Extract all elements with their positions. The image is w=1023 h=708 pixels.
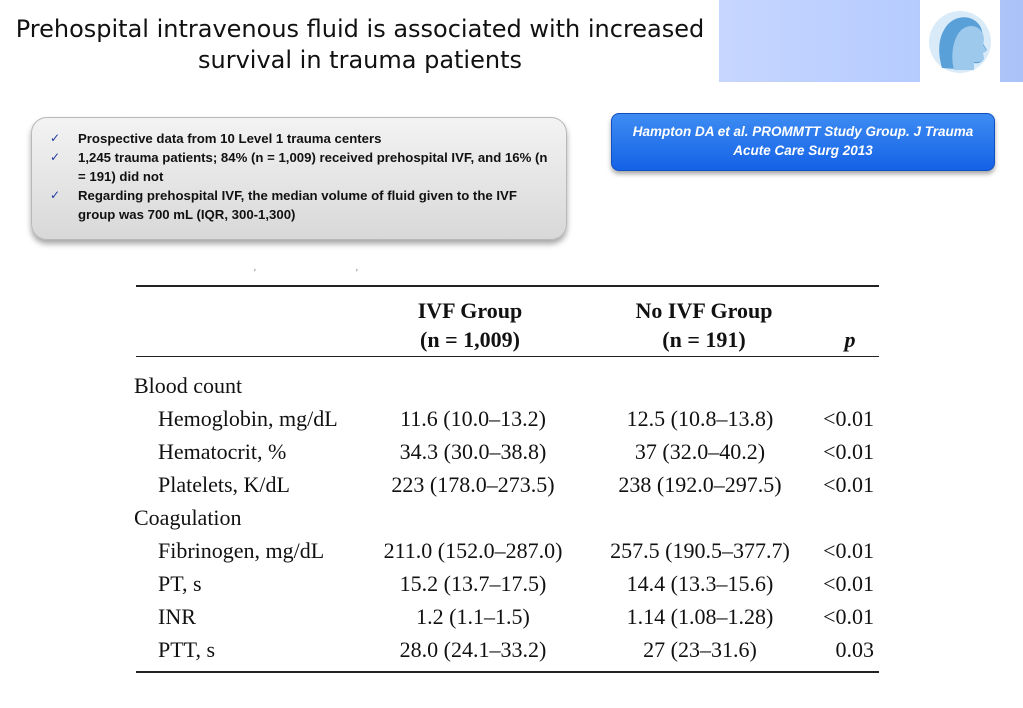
section-label: Blood count [134,373,243,398]
column-header-no-ivf-name: No IVF Group [635,298,773,323]
checkmark-icon: ✓ [50,150,61,164]
row-label: PTT, s [158,637,216,662]
citation-box [611,113,995,171]
cell-ivf: 1.2 (1.1–1.5) [416,604,530,629]
checkmark-icon: ✓ [50,131,61,145]
cell-p: <0.01 [823,538,874,563]
cell-ivf: 11.6 (10.0–13.2) [400,406,546,431]
row-label: INR [158,604,196,629]
bullet-item [48,148,552,186]
cell-no-ivf: 37 (32.0–40.2) [634,439,766,464]
cell-p: <0.01 [823,439,874,464]
row-label: Hematocrit, % [158,439,287,464]
table-section-row [134,369,880,402]
table-row [134,633,880,666]
row-label: Hemoglobin, mg/dL [158,406,338,431]
cell-ivf: 223 (178.0–273.5) [391,472,555,497]
results-table [134,268,880,678]
table-top-rule [136,285,879,287]
profile-head-icon [924,4,996,78]
bullet-text: Prospective data from 10 Level 1 trauma centers [78,131,382,146]
cell-p: 0.03 [835,637,874,662]
column-header-ivf [380,296,560,354]
cell-p: <0.01 [823,604,874,629]
citation-text: Hampton DA et al. PROMMTT Study Group. J Trauma Acute Care Surg 2013 [632,124,974,158]
table-header-rule [136,356,879,357]
bullet-item [48,129,552,148]
table-row [134,468,880,501]
summary-bullet-list [48,129,552,224]
cell-ivf: 28.0 (24.1–33.2) [399,637,547,662]
cell-no-ivf: 1.14 (1.08–1.28) [626,604,774,629]
table-row [134,567,880,600]
cell-ivf: 34.3 (30.0–38.8) [399,439,547,464]
table-row [134,534,880,567]
row-label: Fibrinogen, mg/dL [158,538,325,563]
table-row [134,435,880,468]
table-row [134,402,880,435]
cell-no-ivf: 257.5 (190.5–377.7) [610,538,790,563]
column-header-no-ivf [604,296,804,354]
cell-p: <0.01 [823,406,874,431]
logo [920,0,1000,82]
cell-ivf: 15.2 (13.7–17.5) [399,571,547,596]
cell-no-ivf: 12.5 (10.8–13.8) [626,406,774,431]
cell-p: <0.01 [823,472,874,497]
checkmark-icon: ✓ [50,188,61,202]
cell-p: <0.01 [823,571,874,596]
bullet-text: 1,245 trauma patients; 84% (n = 1,009) received prehospital IVF, and 16% (n = 191) did not [78,150,548,184]
summary-bullet-box [31,117,567,240]
cell-no-ivf: 14.4 (13.3–15.6) [626,571,774,596]
header-banner [719,0,1023,82]
row-label: PT, s [158,571,202,596]
bullet-text: Regarding prehospital IVF, the median volume of fluid given to the IVF group was 700 mL (IQR, 300-1,300) [78,188,517,222]
slide-title-line-1: Prehospital intravenous fluid is associated with increased [15,15,705,43]
column-header-ivf-name: IVF Group [417,298,523,323]
cell-no-ivf: 27 (23–31.6) [643,637,757,662]
table-bottom-rule [136,671,879,673]
cropped-text-artifact: ' [356,268,358,279]
column-header-no-ivf-n: (n = 191) [662,327,746,352]
table-section-row [134,501,880,534]
cell-no-ivf: 238 (192.0–297.5) [618,472,782,497]
cell-ivf: 211.0 (152.0–287.0) [383,538,563,563]
slide-title-line-2: survival in trauma patients [198,46,522,74]
bullet-item [48,186,552,224]
cropped-text-artifact: ' [254,268,256,279]
row-label: Platelets, K/dL [158,472,290,497]
column-header-p: p [844,327,856,352]
table-row [134,600,880,633]
slide-title [0,14,720,76]
column-header-ivf-n: (n = 1,009) [420,327,520,352]
section-label: Coagulation [134,505,242,530]
